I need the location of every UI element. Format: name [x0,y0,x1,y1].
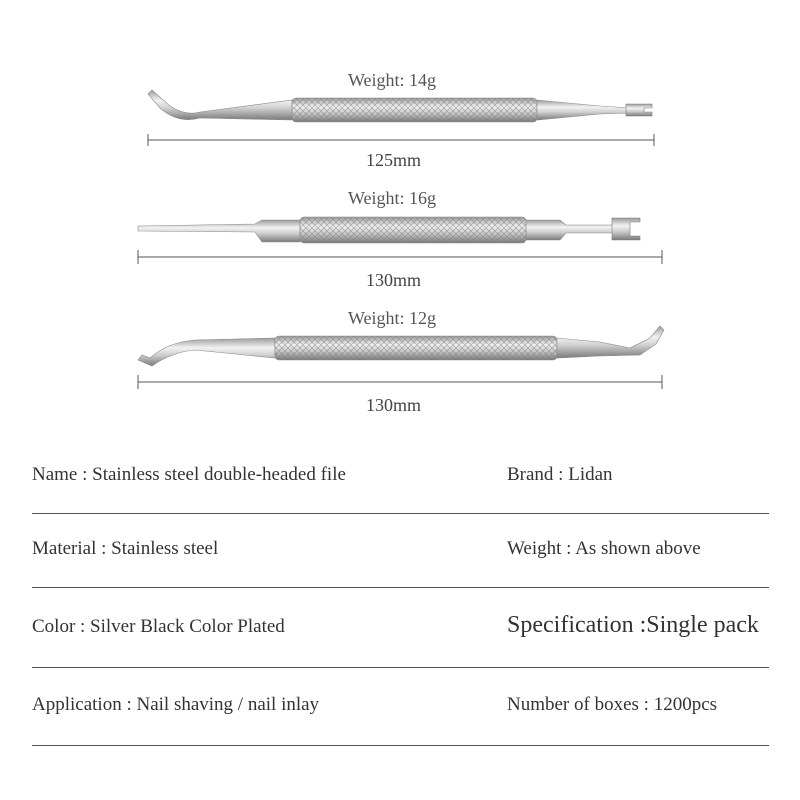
tool-2-length: 130mm [366,270,422,290]
spec-boxes: Number of boxes : 1200pcs [507,694,718,715]
tool-3-length: 130mm [366,395,422,415]
tool-2 [0,180,800,295]
spec-specification: Specification :Single pack [507,612,759,638]
spec-name: Name : Stainless steel double-headed file [32,464,346,485]
spec-row-name [32,435,769,514]
tool-3 [0,300,800,415]
tool-1-weight: Weight: 14g [348,70,437,90]
spec-row-material [32,514,769,588]
tool-1-length: 125mm [366,150,422,170]
spec-row-color [32,588,769,668]
spec-weight: Weight : As shown above [507,538,701,559]
tool-2-weight: Weight: 16g [348,188,437,208]
spec-color: Color : Silver Black Color Plated [32,616,285,637]
spec-row-application [32,668,769,746]
tool-3-weight: Weight: 12g [348,308,437,328]
spec-application: Application : Nail shaving / nail inlay [32,694,320,715]
spec-material: Material : Stainless steel [32,538,219,559]
tool-1 [0,60,800,170]
spec-brand: Brand : Lidan [507,464,613,485]
